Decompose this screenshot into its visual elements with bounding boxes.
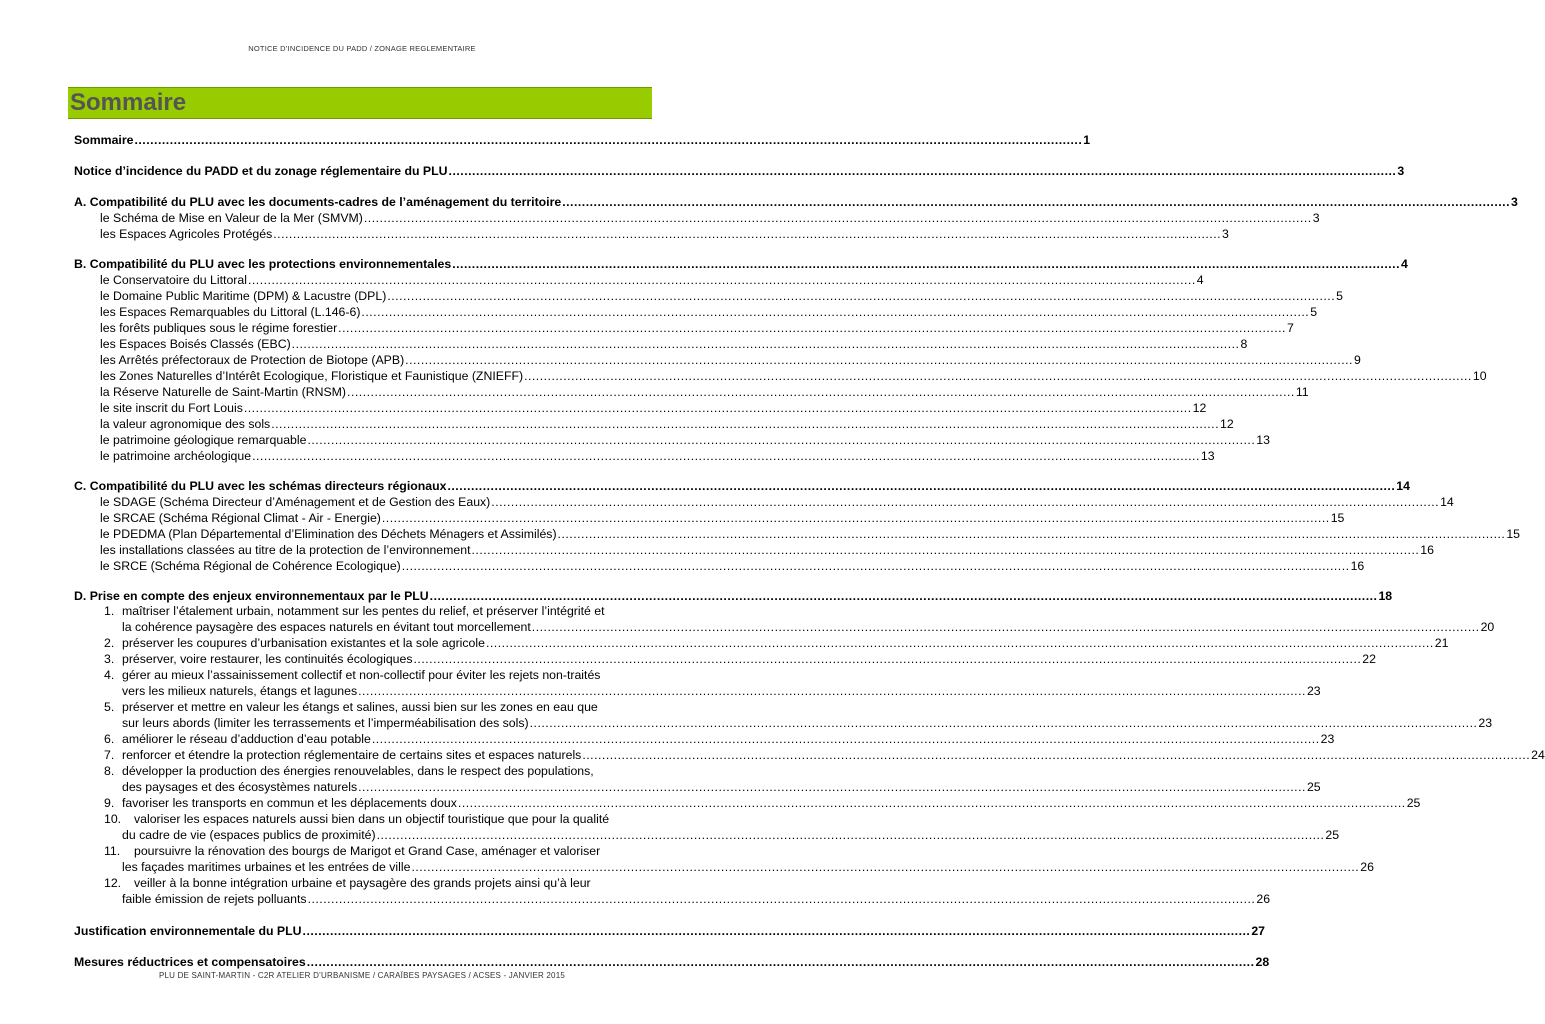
toc-enum-number: 5. [104, 700, 115, 714]
toc-entry-label: le PDEDMA (Plan Départemental d’Elimination des Déchets Ménagers et Assimilés) [100, 527, 557, 541]
dot-leader [449, 163, 1397, 179]
toc-entry-label: Justification environnementale du PLU [74, 924, 302, 938]
toc-page-number: 5 [1336, 289, 1343, 303]
toc-page-number: 18 [1378, 589, 1393, 603]
toc-enum-number: 8. [104, 764, 115, 778]
toc-page-number: 14 [1440, 495, 1454, 509]
toc-enum-item[interactable] [122, 683, 1321, 699]
toc-enum-item[interactable] [122, 795, 1421, 811]
toc-entry-label: C. Compatibilité du PLU avec les schémas directeurs régionaux [74, 479, 447, 493]
toc-page-number: 27 [1251, 924, 1266, 938]
toc-entry-label: le Conservatoire du Littoral [100, 273, 247, 287]
toc-page-number: 3 [1511, 195, 1518, 209]
dot-leader [271, 416, 1219, 432]
dot-leader [458, 795, 1406, 811]
toc-item[interactable] [100, 226, 1229, 242]
toc-item[interactable] [100, 368, 1487, 384]
toc-item[interactable] [100, 352, 1361, 368]
toc-page-number: 3 [1222, 227, 1229, 241]
dot-leader [387, 288, 1335, 304]
toc-entry-label: les Espaces Boisés Classés (EBC) [100, 337, 291, 351]
dot-leader [530, 715, 1478, 731]
toc-enum-number: 9. [104, 796, 115, 810]
toc-page-number: 12 [1192, 401, 1207, 415]
dot-leader [372, 731, 1320, 747]
toc-page-number: 24 [1531, 748, 1545, 762]
toc-entry-label: le patrimoine archéologique [100, 449, 252, 463]
toc-entry-label: les Zones Naturelles d’Intérêt Ecologique, Floristique et Faunistique (ZNIEFF) [100, 369, 524, 383]
dot-leader [402, 558, 1350, 574]
toc-page-number: 5 [1310, 305, 1318, 319]
toc-item[interactable] [100, 272, 1204, 288]
toc-enum-item[interactable] [122, 859, 1374, 875]
toc-item[interactable] [100, 210, 1320, 226]
toc-item[interactable] [100, 416, 1234, 432]
toc-page-number: 23 [1306, 684, 1321, 698]
dot-leader [524, 368, 1472, 384]
toc-entry-label: la valeur agronomique des sols [100, 417, 271, 431]
toc-enum-line[interactable]: poursuivre la rénovation des bourgs de Marigot et Grand Case, aménager et valoriser [134, 844, 601, 858]
toc-page-number: 28 [1255, 955, 1270, 969]
toc-entry-label: préserver les coupures d’urbanisation existantes et la sole agricole [122, 636, 485, 650]
toc-page-number: 25 [1306, 780, 1321, 794]
toc-entry-label: vers les milieux naturels, étangs et lagunes [122, 684, 358, 698]
toc-page-number: 20 [1480, 620, 1495, 634]
page-footer: PLU DE SAINT-MARTIN - C2R ATELIER D’URBANISME / CARAÏBES PAYSAGES / ACSES - JANVIER 2015 [158, 971, 565, 980]
dot-leader [361, 304, 1309, 320]
page-header: NOTICE D’INCIDENCE DU PADD / ZONAGE REGLEMENTAIRE [248, 44, 476, 53]
toc-page-number: 4 [1196, 273, 1204, 287]
dot-leader [292, 336, 1240, 352]
toc-entry-label: les forêts publiques sous le régime forestier [100, 321, 338, 335]
toc-entry-label: les façades maritimes urbaines et les entrées de ville [122, 860, 411, 874]
toc-item[interactable] [100, 494, 1454, 510]
dot-leader [447, 478, 1395, 494]
toc-entry-label: des paysages et des écosystèmes naturels [122, 780, 358, 794]
toc-page-number: 12 [1220, 417, 1234, 431]
toc-entry-label: les installations classées au titre de la protection de l’environnement [100, 543, 471, 557]
toc-entry-label: les Arrêtés préfectoraux de Protection de Biotope (APB) [100, 353, 405, 367]
toc-item[interactable] [100, 400, 1207, 416]
toc-entry-label: Sommaire [74, 133, 134, 147]
toc-item[interactable] [100, 526, 1521, 542]
toc-enum-line[interactable]: valoriser les espaces naturels aussi bien dans un objectif touristique que pour la qualité [134, 812, 610, 826]
dot-leader [582, 747, 1530, 763]
toc-item[interactable] [100, 304, 1318, 320]
toc-enum-line[interactable]: développer la production des énergies renouvelables, dans le respect des populations, [122, 764, 594, 778]
page-title: Sommaire [70, 89, 187, 116]
toc-entry-label: A. Compatibilité du PLU avec les documents-cadres de l’aménagement du territoire [74, 195, 562, 209]
toc-page-number: 25 [1325, 828, 1340, 842]
dot-leader [452, 256, 1400, 272]
toc-item[interactable] [100, 336, 1248, 352]
toc-enum-number: 7. [104, 748, 115, 762]
toc-entry-label: renforcer et étendre la protection réglementaire de certains sites et espaces naturels [122, 748, 582, 762]
toc-section-a[interactable] [74, 194, 1518, 210]
toc-entry-label: la cohérence paysagère des espaces naturels en évitant tout morcellement [122, 620, 531, 634]
toc-entry-label: le SRCE (Schéma Régional de Cohérence Ecologique) [100, 559, 401, 573]
toc-page-number: 15 [1330, 511, 1345, 525]
toc-page-number: 3 [1312, 211, 1320, 225]
toc-page-number: 8 [1240, 337, 1248, 351]
toc-enum-number: 11. [104, 844, 121, 858]
toc-entry-notice[interactable] [74, 163, 1405, 179]
toc-page-number: 7 [1286, 321, 1294, 335]
toc-entry-label: préserver, voire restaurer, les continuités écologiques [122, 652, 413, 666]
toc-section-c[interactable] [74, 478, 1410, 494]
toc-enum-item[interactable] [122, 651, 1376, 667]
toc-entry-label: les Espaces Remarquables du Littoral (L.146-6) [100, 305, 361, 319]
toc-page-number: 16 [1350, 559, 1365, 573]
toc-enum-item[interactable] [122, 731, 1335, 747]
toc-entry-label: B. Compatibilité du PLU avec les protections environnementales [74, 257, 452, 271]
toc-entry-label: D. Prise en compte des enjeux environnementaux par le PLU [74, 589, 429, 603]
toc-entry-label: le SRCAE (Schéma Régional Climat - Air - Energie) [100, 511, 381, 525]
dot-leader [244, 400, 1192, 416]
toc-entry-label: du cadre de vie (espaces publics de proximité) [122, 828, 376, 842]
toc-enum-line[interactable]: préserver et mettre en valeur les étangs et salines, aussi bien sur les zones en eau que [122, 700, 598, 714]
toc-entry-label: faible émission de rejets polluants [122, 892, 307, 906]
toc-entry-label: Notice d’incidence du PADD et du zonage réglementaire du PLU [74, 164, 448, 178]
dot-leader [377, 827, 1325, 843]
toc-enum-item[interactable] [122, 619, 1495, 635]
dot-leader [382, 510, 1330, 526]
toc-enum-line[interactable]: veiller à la bonne intégration urbaine et paysagère des grands projets ainsi qu’à leur [134, 876, 591, 890]
toc-page-number: 1 [1083, 133, 1091, 147]
toc-page-number: 21 [1434, 636, 1449, 650]
toc-item[interactable] [100, 320, 1294, 336]
toc-page-number: 26 [1360, 860, 1374, 874]
toc-entry-label: le SDAGE (Schéma Directeur d’Aménagement et de Gestion des Eaux) [100, 495, 491, 509]
dot-leader [471, 542, 1419, 558]
toc-enum-item[interactable] [122, 635, 1449, 651]
toc-page-number: 23 [1478, 716, 1493, 730]
toc-item[interactable] [100, 448, 1215, 464]
dot-leader [347, 384, 1295, 400]
toc-item[interactable] [100, 384, 1309, 400]
toc-enum-number: 3. [104, 652, 115, 666]
toc-item[interactable] [100, 288, 1343, 304]
dot-leader [562, 194, 1510, 210]
toc-entry-label: le Schéma de Mise en Valeur de la Mer (SMVM) [100, 211, 363, 225]
dot-leader [303, 923, 1251, 939]
toc-page-number: 9 [1353, 353, 1361, 367]
toc-enum-number: 4. [104, 668, 115, 682]
title-bar [68, 87, 652, 119]
dot-leader [248, 272, 1196, 288]
dot-leader [252, 448, 1200, 464]
toc-page-number: 25 [1406, 796, 1421, 810]
toc-entry-label: les Espaces Agricoles Protégés [100, 227, 273, 241]
toc-item[interactable] [100, 432, 1270, 448]
dot-leader [414, 651, 1362, 667]
toc-page-number: 15 [1506, 527, 1521, 541]
dot-leader [358, 683, 1306, 699]
toc-entry-justification[interactable] [74, 923, 1266, 939]
toc-page-number: 13 [1256, 433, 1270, 447]
dot-leader [411, 859, 1359, 875]
toc-entry-label: le patrimoine géologique remarquable [100, 433, 307, 447]
toc-page-number: 22 [1362, 652, 1376, 666]
toc-enum-number: 12. [104, 876, 122, 890]
toc-entry-label: améliorer le réseau d’adduction d’eau potable [122, 732, 371, 746]
toc-enum-item[interactable] [122, 827, 1340, 843]
toc-entry-sommaire[interactable] [74, 132, 1091, 148]
toc-page-number: 10 [1472, 369, 1487, 383]
toc-section-b[interactable] [74, 256, 1408, 272]
toc-enum-number: 10. [104, 812, 122, 826]
toc-enum-item[interactable] [122, 715, 1493, 731]
toc-enum-item[interactable] [122, 747, 1545, 763]
dot-leader [338, 320, 1286, 336]
toc-entry-label: le site inscrit du Fort Louis [100, 401, 243, 415]
toc-entry-label: Mesures réductrices et compensatoires [74, 955, 306, 969]
toc-entry-label: sur leurs abords (limiter les terrassements et l’imperméabilisation des sols) [122, 716, 529, 730]
toc-entry-label: le Domaine Public Maritime (DPM) & Lacustre (DPL) [100, 289, 387, 303]
dot-leader [358, 779, 1306, 795]
toc-entry-label: la Réserve Naturelle de Saint-Martin (RNSM) [100, 385, 347, 399]
toc-item[interactable] [100, 510, 1345, 526]
toc-enum-item[interactable] [122, 891, 1271, 907]
toc-enum-number: 6. [104, 732, 115, 746]
toc-entry-mesures[interactable] [74, 954, 1270, 970]
toc-entry-label: favoriser les transports en commun et les déplacements doux [122, 796, 457, 810]
toc-page-number: 26 [1256, 892, 1271, 906]
toc-enum-line[interactable]: maîtriser l’étalement urbain, notamment sur les pentes du relief, et préserver l’intégrité et [122, 604, 605, 618]
dot-leader [486, 635, 1434, 651]
toc-page-number: 11 [1295, 385, 1309, 399]
toc-page-number: 13 [1200, 449, 1215, 463]
toc-item[interactable] [100, 542, 1434, 558]
dot-leader [430, 588, 1378, 604]
dot-leader [491, 494, 1439, 510]
dot-leader [364, 210, 1312, 226]
toc-enum-item[interactable] [122, 779, 1321, 795]
toc-page-number: 14 [1396, 479, 1410, 493]
toc-enum-line[interactable]: gérer au mieux l’assainissement collectif et non-collectif pour éviter les rejets non-traités [122, 668, 601, 682]
dot-leader [405, 352, 1353, 368]
toc-item[interactable] [100, 558, 1365, 574]
dot-leader [307, 954, 1255, 970]
toc-enum-number: 2. [104, 636, 115, 650]
dot-leader [134, 132, 1082, 148]
dot-leader [532, 619, 1480, 635]
toc-page-number: 16 [1420, 543, 1434, 557]
dot-leader [558, 526, 1506, 542]
toc-page-number: 3 [1397, 164, 1405, 178]
toc-page-number: 23 [1320, 732, 1335, 746]
dot-leader [307, 432, 1255, 448]
dot-leader [273, 226, 1221, 242]
toc-page-number: 4 [1401, 257, 1408, 271]
toc-enum-number: 1. [104, 604, 115, 618]
dot-leader [308, 891, 1256, 907]
toc-section-d[interactable] [74, 588, 1393, 604]
